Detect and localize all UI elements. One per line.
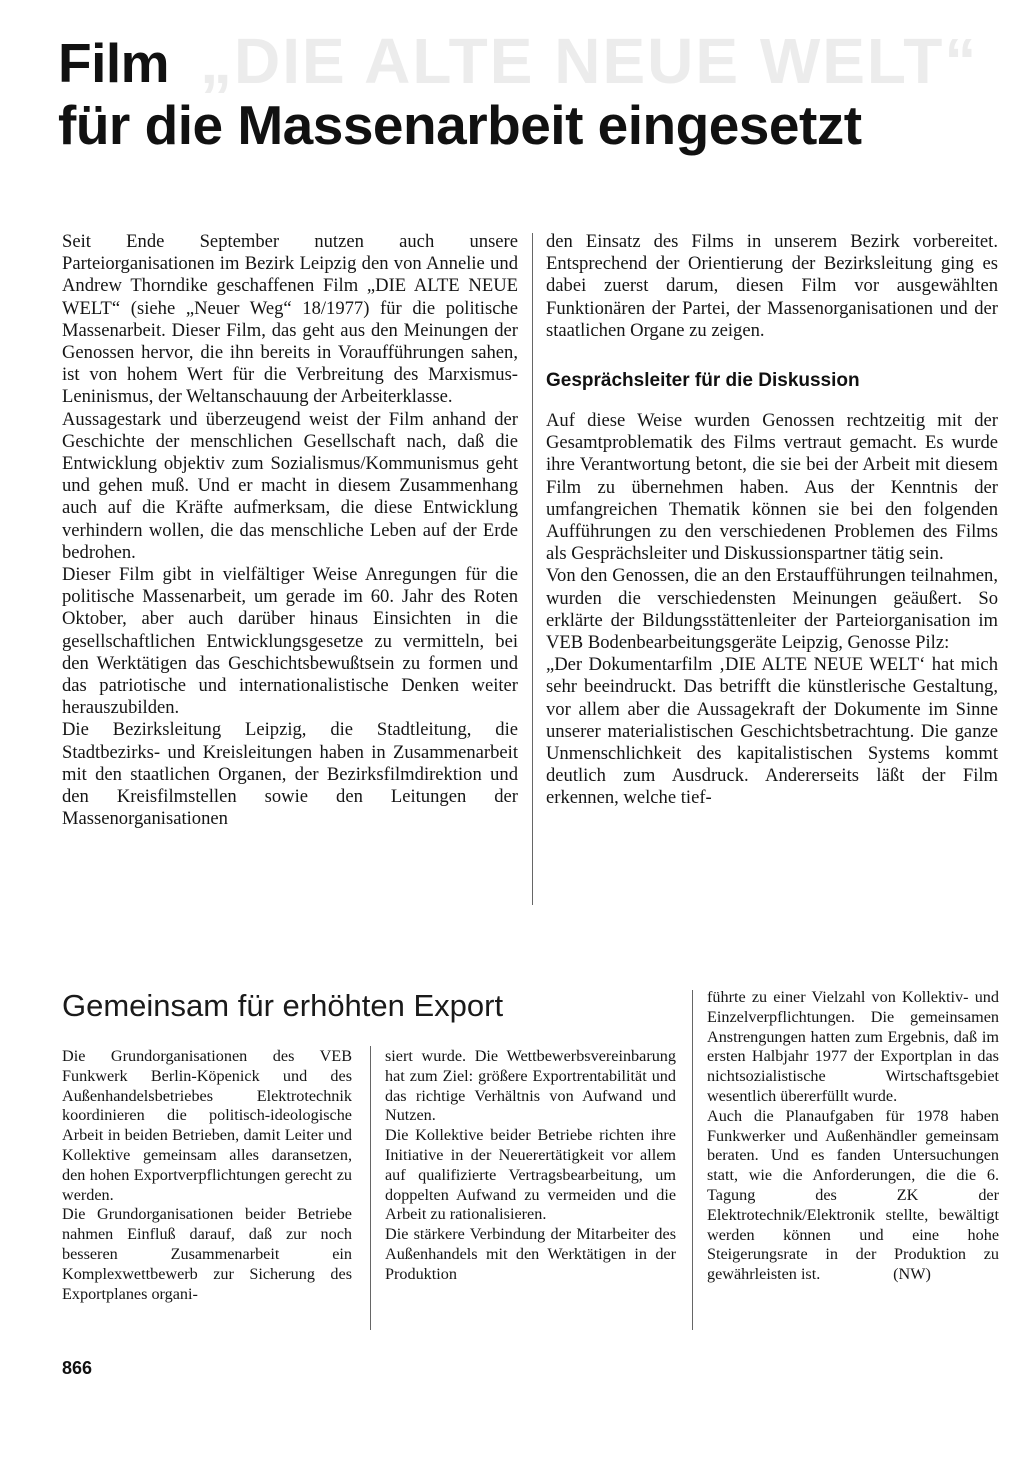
paragraph: Auf diese Weise wurden Genossen rechtzeitig mit der Gesamtproblematik des Films vertraut gemacht. Es wurde ihre Verantwortung betont, die sie bei der Arbeit mit diesem Film zu übernehmen haben. Aus der Kenntnis der umfangreichen Thematik können sie bei den folgenden Aufführungen zu den verschiedenen Problemen des Films als Gesprächsleiter und Diskussionspartner tätig sein.: [546, 410, 998, 565]
quotation-paragraph: „Der Dokumentarfilm ‚DIE ALTE NEUE WELT‘ hat mich sehr beeindruckt. Das betrifft die künstlerische Gestaltung, vor allem aber die Aussagekraft der Dokumente im Sinne unserer materialistischen Geschichtsbetrachtung. Die ganze Unmenschlichkeit des kapitalistischen Systems kommt deutlich zum Ausdruck. Andererseits läßt der Film erkennen, welche tief-: [546, 654, 998, 809]
export-column-2: [385, 1047, 676, 1285]
paragraph: Dieser Film gibt in vielfältiger Weise Anregungen für die politische Massenarbeit, um gerade im 60. Jahr des Roten Oktober, aber auch darüber hinaus Einsichten in die gesellschaftlichen Entwicklungsgesetze zu vermitteln, bei den Werktätigen das Geschichtsbewußtsein zu formen und das patriotische und internationalistische Denken weiter herauszubilden.: [62, 564, 518, 719]
column-divider: [370, 1046, 371, 1330]
paragraph: Die Grundorganisationen des VEB Funkwerk Berlin-Köpenick und des Außenhandelsbetriebes Elektrotechnik koordinieren die politisch-ideologische Arbeit in beiden Betrieben, damit Leiter und Kollektive gemeinsam alles daransetzen, den hohen Exportverpflichtungen gerecht zu werden.: [62, 1047, 352, 1204]
article-column-left: [62, 231, 518, 830]
paragraph: den Einsatz des Films in unserem Bezirk vorbereitet. Entsprechend der Orientierung der Bezirksleitung ging es dabei zuerst darum, diesen Film vor ausgewählten Funktionären der Partei, der Massenorganisationen und der staatlichen Organe zu zeigen.: [546, 231, 998, 341]
export-column-1: [62, 1047, 352, 1304]
paragraph: Aussagestark und überzeugend weist der Film anhand der Geschichte der menschlichen Gesellschaft nach, daß die Entwicklung objektiv zum Sozialismus/Kommunismus geht und gehen muß. Und er macht in diesem Zusammenhang auch auf die Kräfte aufmerksam, die diese Entwicklung verhindern wollen, die das menschliche Leben auf der Erde bedrohen.: [62, 408, 518, 563]
article-headline: [58, 32, 862, 156]
faint-film-title-watermark: „DIE ALTE NEUE WELT“: [200, 25, 979, 97]
paragraph: Die Kollektive beider Betriebe richten ihre Initiative in der Neuerertätigkeit vor allem auf qualifizierte Vertragsbearbeitung, um doppelten Aufwand zu vermeiden und die Arbeit zu rationalisieren.: [385, 1126, 676, 1224]
paragraph: Die stärkere Verbindung der Mitarbeiter des Außenhandels mit den Werktätigen in der Produktion: [385, 1225, 676, 1283]
page-number: 866: [62, 1358, 93, 1378]
paragraph: Seit Ende September nutzen auch unsere Parteiorganisationen im Bezirk Leipzig den von Annelie und Andrew Thorndike geschaffenen Film „DIE ALTE NEUE WELT“ (siehe „Neuer Weg“ 18/1977) für die politische Massenarbeit. Dieser Film, das geht aus den Meinungen der Genossen hervor, die ihn bereits in Voraufführungen sahen, ist von hohem Wert für die Verbreitung des Marxismus-Leninismus, der Weltanschauung der Arbeiterklasse.: [62, 231, 518, 408]
paragraph: Auch die Planaufgaben für 1978 haben Funkwerker und Außenhändler gemeinsam beraten. Und es fanden Untersuchungen statt, wie die Anforderungen, die die 6. Tagung des ZK der Elektrotechnik/Elektronik stellte, bewältigt werden können und eine hohe Steigerungsrate in der Produktion zu gewährleisten ist. (NW): [707, 1106, 1004, 1284]
paragraph: Von den Genossen, die an den Erstaufführungen teilnahmen, wurden die verschiedensten Meinungen geäußert. So erklärte der Bildungsstättenleiter der Parteiorganisation im VEB Bodenbearbeitungsgeräte Leipzig, Genosse Pilz:: [546, 565, 998, 654]
export-article-headline: Gemeinsam für erhöhten Export: [62, 988, 504, 1023]
column-divider: [692, 990, 693, 1330]
paragraph: siert wurde. Die Wettbewerbsvereinbarung hat zum Ziel: größere Exportrentabilität und das richtige Verhältnis von Aufwand und Nutzen.: [385, 1047, 676, 1125]
paragraph: Die Bezirksleitung Leipzig, die Stadtleitung, die Stadtbezirks- und Kreisleitungen haben in Zusammenarbeit mit den staatlichen Organen, der Bezirksfilmdirektion und den Kreisfilmstellen sowie den Leitungen der Massenorganisationen: [62, 719, 518, 830]
paragraph: Die Grundorganisationen beider Betriebe nahmen Einfluß darauf, daß zur noch besseren Zusammenarbeit ein Komplexwettbewerb zur Sicherung des Exportplanes organi-: [62, 1205, 352, 1303]
column-divider: [532, 233, 533, 905]
export-column-3: [707, 988, 1004, 1285]
section-subheading: Gesprächsleiter für die Diskussion: [546, 370, 860, 392]
article-column-right: [546, 231, 998, 810]
headline-line-1: Film: [58, 32, 170, 94]
paragraph: führte zu einer Vielzahl von Kollektiv- und Einzelverpflichtungen. Die gemeinsamen Anstrengungen hatten zum Ergebnis, daß im ersten Halbjahr 1977 der Exportplan in das nichtsozialistische Wirtschaftsgebiet wesentlich übererfüllt wurde.: [707, 988, 999, 1105]
headline-line-2: für die Massenarbeit eingesetzt: [58, 94, 862, 156]
